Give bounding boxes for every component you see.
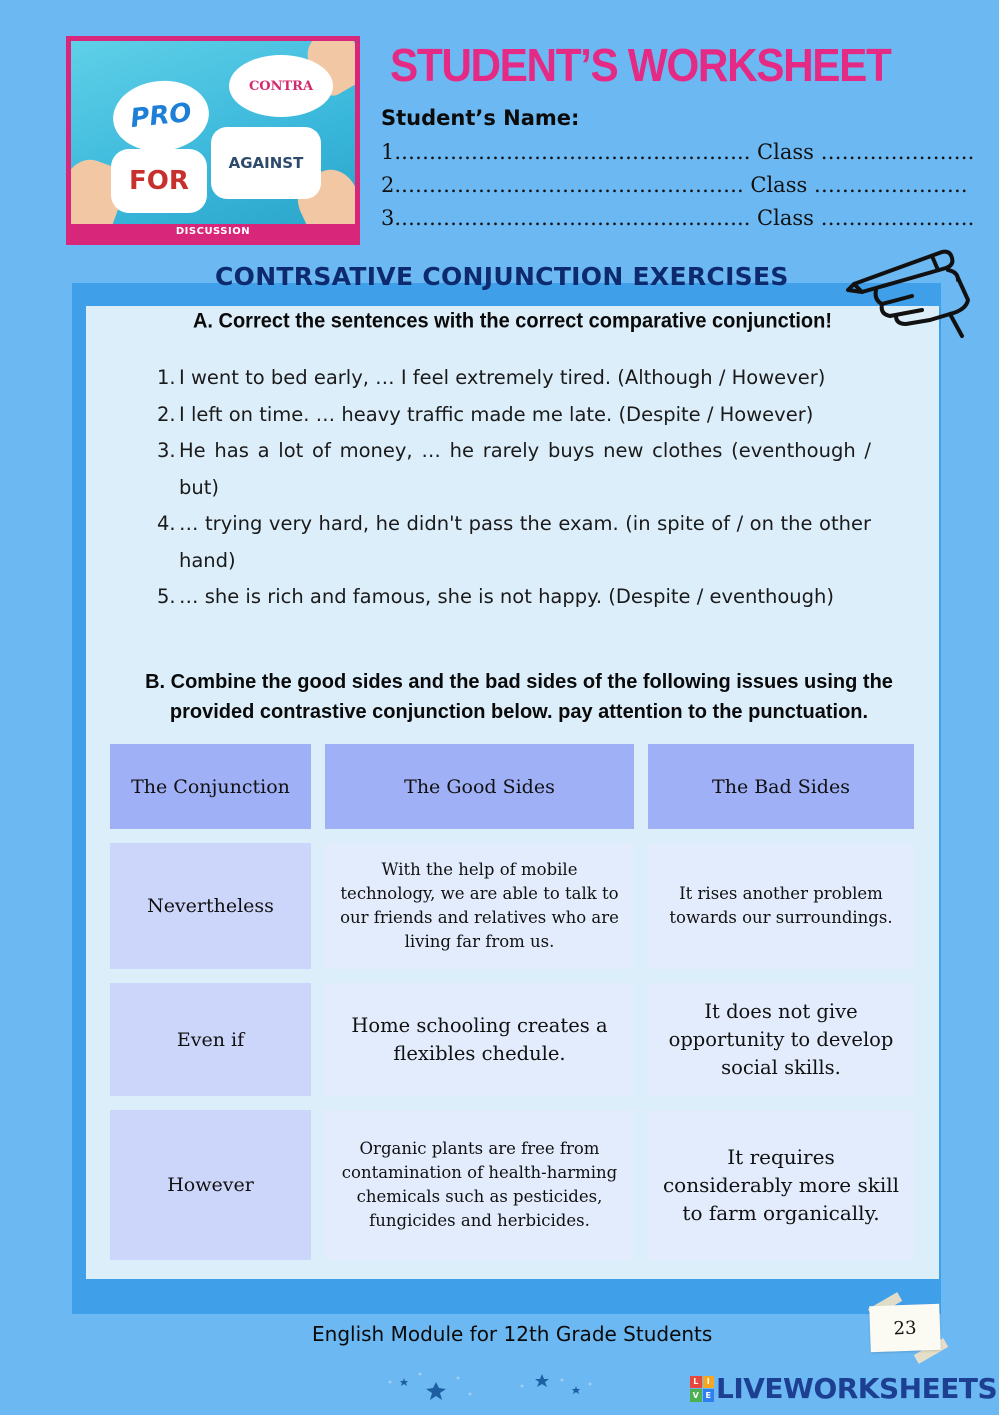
part-a-heading: A. Correct the sentences with the correct comparative conjunction! bbox=[192, 309, 833, 333]
exercise-item bbox=[157, 433, 871, 506]
exercise-number: 1. bbox=[157, 366, 176, 389]
for-bubble: FOR bbox=[111, 149, 207, 213]
liveworksheets-logo: L I V E bbox=[690, 1376, 714, 1402]
contra-bubble: CONTRA bbox=[229, 55, 333, 117]
exercise-number: 4. bbox=[157, 512, 176, 535]
section-title: CONTRSATIVE CONJUNCTION EXERCISES bbox=[215, 262, 789, 291]
exercise-item bbox=[157, 506, 871, 579]
against-bubble: AGAINST bbox=[211, 127, 321, 199]
good-side-cell: With the help of mobile technology, we are able to talk to our friends and relatives who are living far from us. bbox=[325, 843, 634, 969]
module-footer-text: English Module for 12th Grade Students bbox=[312, 1322, 713, 1346]
exercise-sentence: He has a lot of money, … he rarely buys new clothes (eventhough / but) bbox=[179, 439, 871, 499]
pro-bubble: PRO bbox=[110, 76, 213, 156]
bad-side-cell: It rises another problem towards our surroundings. bbox=[648, 843, 914, 969]
bad-side-cell: It does not give opportunity to develop social skills. bbox=[648, 983, 914, 1096]
exercise-sentence: … trying very hard, he didn't pass the exam. (in spite of / on the other hand) bbox=[179, 512, 871, 572]
student-name-line-3[interactable]: 3.………………………………………….. Class …………………. bbox=[381, 206, 975, 230]
part-b-heading: B. Combine the good sides and the bad sides of the following issues using the provided contrastive conjunction below. pay attention to the punctuation. bbox=[145, 671, 893, 723]
student-name-line-1[interactable]: 1.………………………………………….. Class …………………. bbox=[381, 140, 975, 164]
student-name-label: Student’s Name: bbox=[381, 106, 580, 130]
liveworksheets-text: LIVEWORKSHEETS bbox=[716, 1372, 998, 1405]
exercise-sentence: I went to bed early, … I feel extremely tired. (Although / However) bbox=[179, 366, 826, 389]
liveworksheets-brand[interactable] bbox=[690, 1372, 997, 1405]
bad-side-cell: It requires considerably more skill to farm organically. bbox=[648, 1110, 914, 1260]
exercise-number: 5. bbox=[157, 585, 176, 608]
exercise-sentence: … she is rich and famous, she is not happy. (Despite / eventhough) bbox=[179, 585, 835, 608]
moon-stars-decoration bbox=[380, 1356, 600, 1406]
discussion-logo-image bbox=[66, 36, 360, 245]
column-header-good-sides: The Good Sides bbox=[325, 744, 634, 829]
conjunction-cell: Even if bbox=[110, 983, 311, 1096]
exercise-sentence: I left on time. … heavy traffic made me late. (Despite / However) bbox=[179, 402, 814, 426]
conjunction-cell: However bbox=[110, 1110, 311, 1260]
exercise-item bbox=[157, 579, 871, 616]
part-a-exercise-list bbox=[157, 360, 871, 616]
exercise-item bbox=[157, 397, 871, 434]
column-header-conjunction: The Conjunction bbox=[110, 744, 311, 829]
logo-caption: DISCUSSION bbox=[71, 224, 355, 240]
page-number: 23 bbox=[869, 1304, 941, 1352]
worksheet-title: STUDENT’S WORKSHEET bbox=[390, 39, 891, 91]
good-side-cell: Home schooling creates a flexibles chedule. bbox=[325, 983, 634, 1096]
exercise-number: 2. bbox=[157, 402, 176, 426]
column-header-bad-sides: The Bad Sides bbox=[648, 744, 914, 829]
student-name-line-2[interactable]: 2.…………………………………………. Class …………………. bbox=[381, 173, 968, 197]
conjunction-cell: Nevertheless bbox=[110, 843, 311, 969]
good-side-cell: Organic plants are free from contamination of health-harming chemicals such as pesticides, fungicides and herbicides. bbox=[325, 1110, 634, 1260]
exercise-number: 3. bbox=[157, 439, 176, 462]
exercise-item bbox=[157, 360, 871, 397]
